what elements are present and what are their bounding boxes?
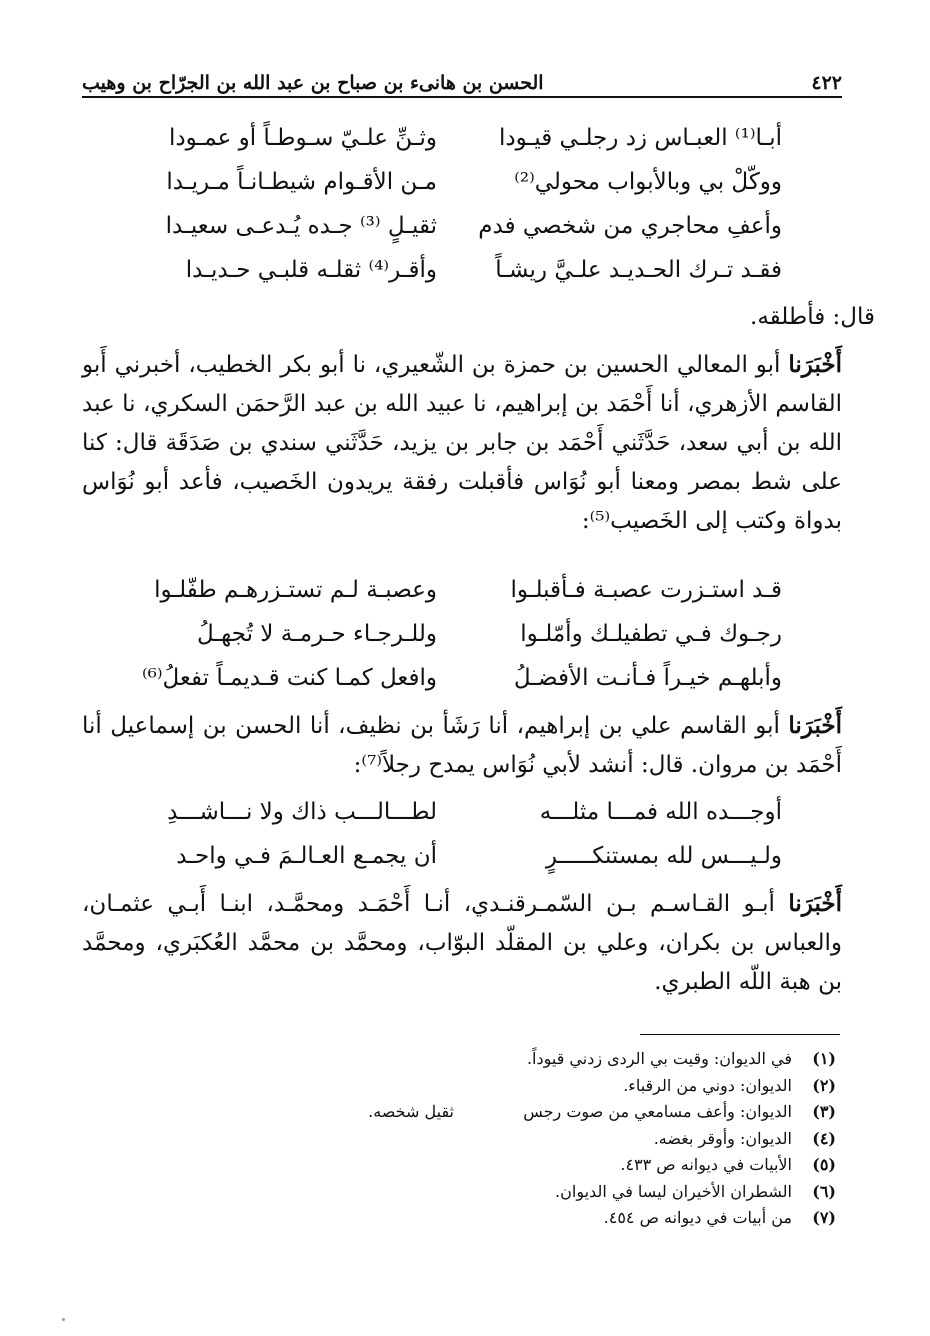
hemistich-first: أوجـــده الله فمـــا مثلـــه <box>539 799 782 825</box>
hemistich-second: وافعل كمـا كنت قـديمـاً تفعلُ⁽⁶⁾ <box>141 665 437 691</box>
scan-speck <box>62 1318 65 1321</box>
footnote <box>82 1073 842 1100</box>
qala-text: قال: فأطلقه. <box>750 304 875 330</box>
hemistich-first: فقـد تـرك الحـديـد علـيَّ ريشـاً <box>495 257 782 283</box>
hemistich-first: رجـوك فـي تطفيلـك وأمّلـوا <box>520 621 782 647</box>
paragraph-text: أبـو القـاسـم بـن السّمـرقنـدي، أنـا أَحْمَـد ومحمَّـد، ابنـا أَبـي عثمـان، والعباس بن بكران، وعلي بن المقلّد البوّاب، ومحمَّد بن محمَّد العُكبَري، ومحمَّد بن هبة اللّه الطبري. <box>82 891 842 995</box>
page-number: ٤٢٢ <box>811 72 842 94</box>
paragraph-text: أبو المعالي الحسين بن حمزة بن الشّعيري، نا أبو بكر الخطيب، أخبرني أَبو القاسم الأزهري، أنا أَحْمَد بن إبراهيم، نا عبيد الله بن عبد الرَّحمَن السكري، نا عبد الله بن أبي سعد، حَدَّثَني أَحْمَد بن جابر بن يزيد، حَدَّثَني سندي بن صَدَقَة قال: كنا على شط بمصر ومعنا أبو نُوَاس فأقبلت رفقة يريدون الخَصيب، فأعد أبو نُوَاس بدواة وكتب إلى الخَصيب⁽⁵⁾: <box>82 352 842 534</box>
poem-3 <box>82 790 842 878</box>
footnote-number: (٥) <box>812 1155 836 1174</box>
akhbarana-lead: أَخْبَرَنا <box>788 351 842 378</box>
verse <box>82 116 842 160</box>
verse <box>82 656 842 700</box>
verse <box>82 834 842 878</box>
hemistich-first: ولـيـــس لله بمستنكـــــرٍ <box>545 843 782 869</box>
footnote-rule <box>640 1034 840 1035</box>
hemistich-second: وللـرجـاء حـرمـة لا تُجهـلُ <box>196 621 437 647</box>
footnotes <box>82 1046 842 1232</box>
footnote-number: (٣) <box>812 1102 836 1121</box>
footnote-text: الأبيات في ديوانه ص ٤٣٣. <box>620 1155 792 1174</box>
footnote <box>82 1152 842 1179</box>
footnote-second-hemistich: ثقيل شخصه. <box>368 1102 454 1121</box>
verse <box>82 204 842 248</box>
verse <box>82 612 842 656</box>
footnote-text: الشطران الأخيران ليسا في الديوان. <box>555 1181 792 1201</box>
verse <box>82 160 842 204</box>
hemistich-first: ووكّلْ بي وبالأبواب محولي⁽²⁾ <box>514 169 782 195</box>
footnote <box>82 1205 842 1232</box>
hemistich-second: وأقـر⁽⁴⁾ ثقلـه قلبـي حـديـدا <box>185 257 437 283</box>
footnote <box>82 1099 842 1126</box>
hemistich-second: ثقيـلٍ ⁽³⁾ جـده يُـدعـى سعيـدا <box>165 213 437 239</box>
footnote <box>82 1179 842 1206</box>
hemistich-second: وثـنِّ علـيّ سـوطـاً أو عمـودا <box>169 125 437 151</box>
header-rule <box>82 96 842 98</box>
running-header <box>82 58 842 94</box>
hemistich-first: وأعفِ محاجري من شخصي فدم <box>478 213 782 239</box>
paragraph-isnad-3 <box>82 884 842 1002</box>
paragraph-isnad-1 <box>82 345 842 541</box>
footnote-number: (١) <box>812 1049 836 1068</box>
footnote-number: (٧) <box>812 1208 836 1227</box>
footnote-text: من أبيات في ديوانه ص ٤٥٤. <box>603 1208 792 1227</box>
verse <box>82 568 842 612</box>
footnote-text: الديوان: وأوقر بغضه. <box>653 1128 792 1148</box>
poem-1 <box>82 116 842 292</box>
hemistich-first: وأبلهـم خيـراً فـأنـت الأفضـلُ <box>513 665 782 691</box>
running-title: الحسن بن هانىء بن صباح بن عبد الله بن الجرّاح بن وهيب <box>82 72 544 94</box>
hemistich-first: قـد استـزرت عصبـة فـأقبلـوا <box>510 577 782 603</box>
paragraph-isnad-2 <box>82 706 842 785</box>
footnote <box>82 1046 842 1073</box>
akhbarana-lead: أَخْبَرَنا <box>788 712 842 739</box>
footnote-text: الديوان: وأعف مسامعي من صوت رجس <box>523 1102 792 1121</box>
qala-line <box>170 298 930 337</box>
hemistich-first: أبـا⁽¹⁾ العبـاس زد رجلـي قيـودا <box>499 125 782 151</box>
paragraph-text: أبو القاسم علي بن إبراهيم، أنا رَشَأ بن نظيف، أنا الحسن بن إسماعيل أنا أَحْمَد بن مروان. قال: أنشد لأبي نُوَاس يمدح رجلاً⁽⁷⁾: <box>82 713 842 778</box>
verse <box>82 248 842 292</box>
hemistich-second: وعصبـة لـم تستـزرهـم طفّلـوا <box>154 577 437 603</box>
hemistich-second: أن يجمـع العـالـمَ فـي واحـد <box>176 843 437 869</box>
footnote <box>82 1126 842 1153</box>
hemistich-second: لطـــالـــب ذاك ولا نـــاشـــدِ <box>167 799 437 825</box>
akhbarana-lead: أَخْبَرَنا <box>788 890 842 917</box>
verse <box>82 790 842 834</box>
footnote-number: (٤) <box>812 1128 836 1148</box>
hemistich-second: مـن الأقـوام شيطـانـاً مـريـدا <box>166 169 437 195</box>
poem-2 <box>82 568 842 700</box>
footnote-number: (٦) <box>812 1181 836 1201</box>
footnote-text: الديوان: دوني من الرقباء. <box>623 1075 792 1095</box>
footnote-text: في الديوان: وقيت بي الردى زدني قيوداً. <box>526 1049 792 1068</box>
footnote-number: (٢) <box>812 1075 836 1095</box>
